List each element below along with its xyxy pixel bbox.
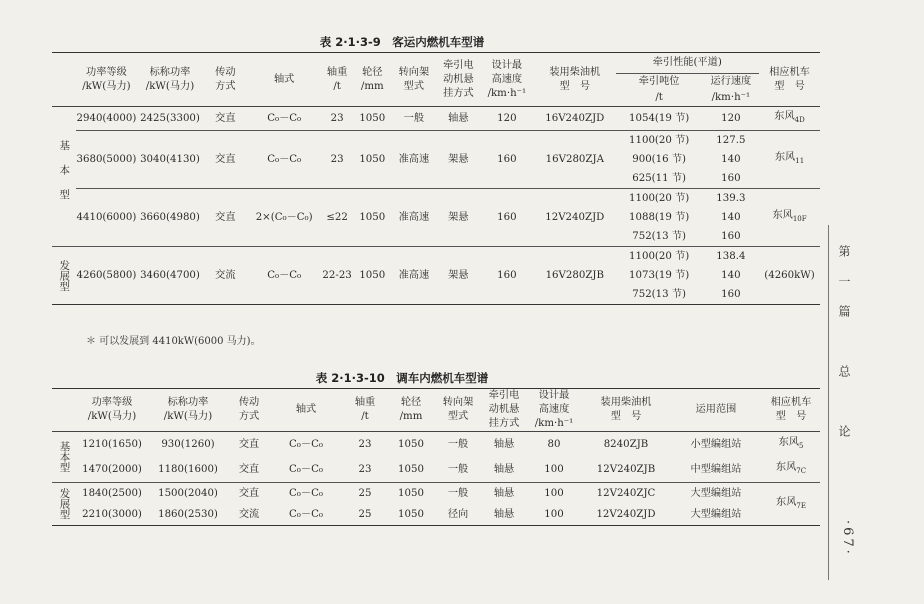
col-loco-model: 相应机车 型 号 — [762, 389, 820, 432]
col-traction-tonnage: 牵引吨位 /t — [616, 74, 703, 107]
loco-model: 东风$_{4D}$ — [759, 107, 820, 131]
col-transmission: 传动 方式 — [228, 389, 270, 432]
table-row: 发展型 1840(2500) 1500(2040) 交直 C₀－C₀ 25 1050 一般 轴悬 100 12V240ZJC 大型编组站 东风$_{7E}$ — [52, 483, 820, 505]
page-number: ·67· — [840, 520, 855, 557]
col-rated-power: 标称功率 /kW(马力) — [137, 53, 202, 107]
col-power-grade: 功率等级 /kW(马力) — [76, 389, 148, 432]
col-motor-suspension: 牵引电 动机悬 挂方式 — [437, 53, 480, 107]
table2-caption: 表 2·1·3-10 调车内燃机车型谱 — [315, 371, 489, 385]
table-row: 752(13 节) 160 — [52, 227, 820, 247]
passenger-locomotive-table — [52, 52, 820, 305]
table-row: 基本型 1210(1650) 930(1260) 交直 C₀－C₀ 23 1050 一般 轴悬 80 8240ZJB 小型编组站 东风$_5$ — [52, 432, 820, 458]
col-rated-power: 标称功率 /kW(马力) — [148, 389, 228, 432]
table-row: 基本型 2940(4000) 2425(3300) 交直 C₀－C₀ 23 1050 一般 轴悬 120 16V240ZJD 1054(19 节) 120 东风$_{4D}$ — [52, 107, 820, 131]
col-wheel-dia: 轮径 /mm — [354, 53, 391, 107]
table-row: 1470(2000) 1180(1600) 交直 C₀－C₀ 23 1050 一般 轴悬 100 12V240ZJB 中型编组站 东风$_{7C}$ — [52, 457, 820, 483]
col-design-speed: 设计最 高速度 /km·h⁻¹ — [480, 53, 534, 107]
col-motor-suspension: 牵引电 动机悬 挂方式 — [482, 389, 526, 432]
col-power-grade: 功率等级 /kW(马力) — [76, 53, 138, 107]
table-row: 发展型 4260(5800) 3460(4700) 交流 C₀－C₀ 22-23 1050 准高速 架悬 160 16V280ZJB 1100(20 节) 138.4 (4260kW) — [52, 247, 820, 267]
group-label-dev: 发展型 — [58, 488, 71, 520]
table1-caption: 表 2·1·3-9 客运内燃机车型谱 — [319, 35, 485, 49]
table-row: 1073(19 节) 140 — [629, 270, 741, 282]
col-axle-load: 轴重 /t — [342, 389, 388, 432]
col-wheel-dia: 轮径 /mm — [388, 389, 434, 432]
table-row: 900(16 节) 140 — [632, 154, 741, 166]
col-traction-performance: 牵引性能(平道) — [616, 53, 759, 74]
col-axle-type: 轴式 — [270, 389, 342, 432]
col-design-speed: 设计最 高速度 /km·h⁻¹ — [526, 389, 582, 432]
loco-model: 东风$_{7E}$ — [776, 496, 806, 510]
group-label-dev: 发展型 — [58, 259, 71, 292]
table1-footnote: ＊ 可以发展到 4410kW(6000 马力)。 — [86, 336, 261, 347]
chapter-title: 第一篇 总 论 — [837, 245, 851, 455]
loco-model: (4260kW) — [764, 270, 815, 282]
table-row: 2210(3000) 1860(2530) 交流 C₀－C₀ 25 1050 径向 轴悬 100 12V240ZJD 大型编组站 — [82, 509, 742, 521]
loco-model: 东风$_5$ — [778, 437, 804, 451]
col-engine: 装用柴油机 型 号 — [534, 53, 616, 107]
table-row: 3680(5000) 3040(4130) 交直 C₀－C₀ 23 1050 准高速 架悬 160 16V280ZJA 1100(20 节) 127.5 东风$_{11}$ — [52, 131, 820, 151]
col-running-speed: 运行速度 /km·h⁻¹ — [703, 74, 759, 107]
loco-model: 东风$_{11}$ — [759, 131, 820, 189]
margin-divider — [828, 225, 829, 580]
col-loco-model: 相应机车 型 号 — [759, 53, 820, 107]
col-bogie: 转向架 型式 — [434, 389, 482, 432]
table-row: 625(11 节) 160 — [52, 169, 820, 189]
col-axle-load: 轴重 /t — [320, 53, 354, 107]
table-row: 1088(19 节) 140 — [629, 212, 741, 224]
group-label-basic: 基本型 — [52, 432, 76, 483]
group-label-basic: 基本型 — [52, 107, 76, 247]
table-row: 752(13 节) 160 — [632, 289, 741, 301]
table-row: 4410(6000) 3660(4980) 交直 2×(C₀－C₀) ≤22 1050 准高速 架悬 160 12V240ZJD 1100(20 节) 139.3 东风$_{10F}$ — [52, 189, 820, 209]
col-transmission: 传动 方式 — [203, 53, 248, 107]
col-bogie: 转向架 型式 — [391, 53, 437, 107]
col-usage: 运用范围 — [670, 389, 762, 432]
col-axle-type: 轴式 — [248, 53, 320, 107]
loco-model: 东风$_{7C}$ — [762, 457, 820, 483]
loco-model: 东风$_{10F}$ — [759, 189, 820, 247]
shunting-locomotive-table — [52, 388, 820, 526]
col-engine: 装用柴油机 型 号 — [582, 389, 670, 432]
